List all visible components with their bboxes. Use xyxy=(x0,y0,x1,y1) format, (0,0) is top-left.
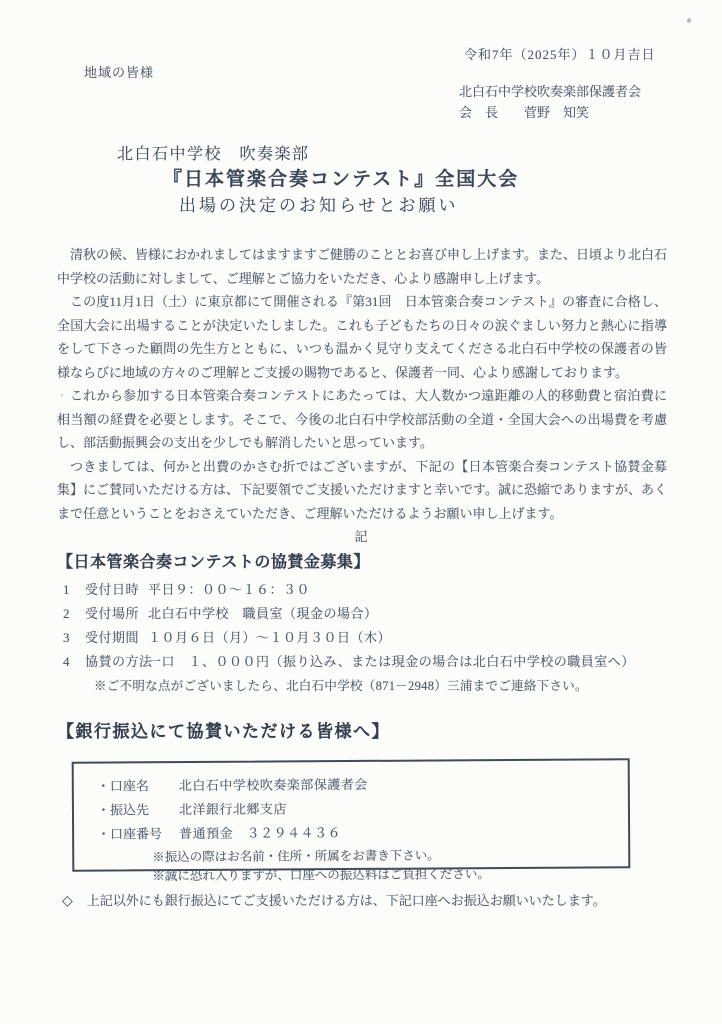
footer-request-text: 上記以外にも銀行振込にてご支援いただける方は、下記口座へお振込お願いいたします。 xyxy=(86,893,606,908)
account-name-label: ・口座名 xyxy=(96,778,149,794)
item-label: 受付日時 xyxy=(85,582,140,597)
diamond-bullet-icon: ◇ xyxy=(62,894,73,909)
document-date: 令和7年（2025年）１０月吉日 xyxy=(464,47,656,62)
transfer-destination-row xyxy=(97,795,628,822)
list-item xyxy=(57,626,667,650)
item-label: 受付期間 xyxy=(85,630,140,645)
title-school-club: 北白石中学校 吹奏楽部 xyxy=(117,146,310,163)
item-label: 受付場所 xyxy=(85,606,140,621)
ki-marker: 記 xyxy=(354,529,370,544)
item-label: 協賛の方法 xyxy=(85,654,153,669)
contact-note: ※ご不明な点がございましたら、北白石中学校（871－2948）三浦までご連絡下さい。 xyxy=(94,679,588,693)
sender-organization: 北白石中学校吹奏楽部保護者会 xyxy=(459,84,642,99)
section-heading-donation: 【日本管楽合奏コンテストの協賛金募集】 xyxy=(57,554,370,571)
list-item xyxy=(57,578,667,602)
scan-speck xyxy=(686,17,691,23)
sender-name: 会 長 菅野 知笑 xyxy=(459,105,590,120)
paragraph-request: つきましては、何かと出費のかさむ折ではございますが、下記の【日本管楽合奏コンテスト協賛金募集】にご賛同いただける方は、下記要領でご支援いただけますと幸いです。誠に恐縮でありますが、あくまで任意ということをおさえていただき、ご理解いただけるようお願い申し上げます。 xyxy=(57,458,667,521)
scan-speck xyxy=(61,394,63,396)
item-number: 2 xyxy=(63,606,70,621)
item-value: 一口 １、０００円（振り込み、または現金の場合は北白石中学校の職員室へ） xyxy=(148,654,635,669)
account-number-value: 普通預金 ３２９４４３６ xyxy=(179,825,342,842)
title-contest-name: 『日本管楽合奏コンテスト』全国大会 xyxy=(163,169,520,190)
letter-body xyxy=(57,243,667,549)
transfer-destination-label: ・振込先 xyxy=(96,802,150,818)
item-number: 3 xyxy=(63,630,70,645)
item-number: 4 xyxy=(63,654,70,669)
recipient-line: 地域の皆様 xyxy=(84,65,155,80)
section-heading-bank-transfer: 【銀行振込にて協賛いただける皆様へ】 xyxy=(57,722,390,741)
item-number: 1 xyxy=(63,582,70,597)
bank-transfer-notes xyxy=(152,845,628,886)
list-item xyxy=(57,650,667,674)
title-subtitle: 出場の決定のお知らせとお願い xyxy=(179,196,459,215)
paragraph-expenses: これから参加する日本管楽合奏コンテストにあたっては、大人数かつ遠距離の人的移動費と宿泊費に相当額の経費を必要とします。そこで、今後の北白石中学校部活動の全道・全国大会への出場費を考慮し、部活動振興会の支出を少しでも解消したいと思っています。 xyxy=(57,388,667,450)
bank-note-fee: ※誠に恐れ入りますが、口座への振込料はご負担ください。 xyxy=(152,867,490,884)
bank-note-address: ※振込の際はお名前・住所・所属をお書き下さい。 xyxy=(152,848,440,865)
transfer-destination-value: 北洋銀行北郷支店 xyxy=(178,801,288,818)
list-item xyxy=(57,602,667,626)
account-name-row xyxy=(97,771,628,798)
account-name-value: 北白石中学校吹奏楽部保護者会 xyxy=(178,776,368,794)
item-value: 平日９：００～１６：３０ xyxy=(148,582,311,597)
account-number-label: ・口座番号 xyxy=(97,826,163,842)
item-value: 北白石中学校 職員室（現金の場合） xyxy=(148,606,378,621)
paragraph-announcement: この度11月1日（土）に東京都にて開催される『第31回 日本管楽合奏コンテスト』の審査に合格し、全国大会に出場することが決定いたしました。これも子どもたちの日々の涙ぐましい努力と熱心に指導をして下さった顧問の先生方とともに、いつも温かく見守り支えてくださる北白石中学校の保護者の皆様ならびに地域の方々のご理解とご支援の賜物であると、保護者一同、心より感謝しております。 xyxy=(57,294,667,380)
footer-request-line xyxy=(62,890,606,910)
donation-details-list xyxy=(57,578,667,674)
paragraph-greeting: 清秋の候、皆様におかれましてはますますご健勝のこととお喜び申し上げます。また、日頃より北白石中学校の活動に対しまして、ご理解とご協力をいただき、心より感謝申し上げます。 xyxy=(57,247,667,286)
account-number-row xyxy=(97,819,628,846)
item-value: １０月６日（月）～１０月３０日（木） xyxy=(148,630,392,645)
bank-account-box xyxy=(72,758,631,884)
